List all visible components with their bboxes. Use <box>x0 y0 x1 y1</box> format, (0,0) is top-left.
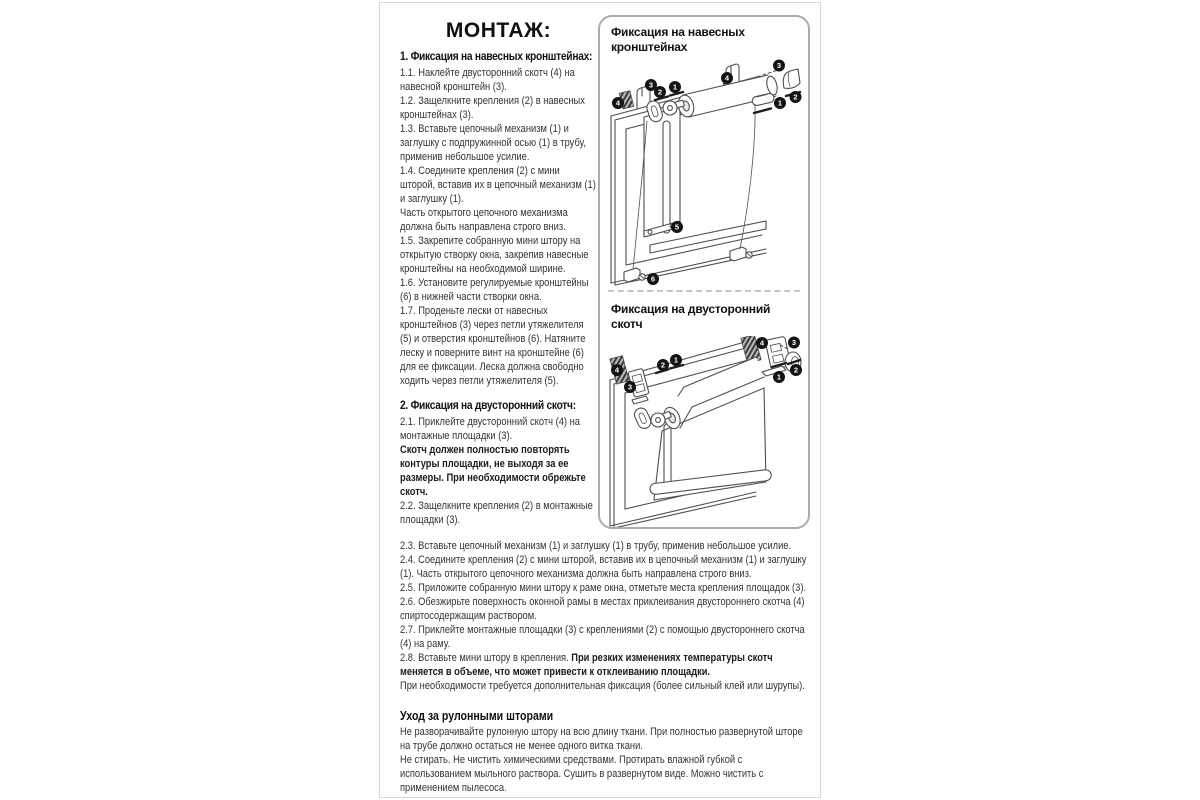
instructions-column <box>380 3 598 527</box>
svg-text:5: 5 <box>674 222 680 232</box>
diagram-panel <box>598 15 810 529</box>
svg-text:3: 3 <box>791 338 797 348</box>
step-1-5: 1.5. Закрепите собранную мини штору на открытую створку окна, закрепив навесные кронштейны на необходимой ширине. <box>400 235 589 275</box>
svg-text:1: 1 <box>777 98 783 108</box>
part-badge <box>773 371 785 383</box>
step-2-8-text: 2.8. Вставьте мини штору в крепления. <box>400 652 572 664</box>
weight-bar <box>644 221 766 253</box>
part-badge <box>670 354 682 366</box>
temperature-warning: При резких изменениях температуры скотч меняется в объеме, что может привести к отклеиванию площадки. <box>400 652 773 678</box>
step-1-3: 1.3. Вставьте цепочный механизм (1) и заглушку с подпружинной осью (1) в трубу, применив небольшое усилие. <box>400 123 586 163</box>
diagram-double-sided-tape <box>606 336 802 529</box>
svg-text:1: 1 <box>776 372 782 382</box>
part-badge <box>611 364 623 376</box>
svg-text:4: 4 <box>724 73 730 83</box>
part-badge <box>612 97 624 109</box>
part-badge <box>654 86 666 98</box>
step-1-7: 1.7. Проденьте лески от навесных кронштейнов (3) через петли утяжелителя (5) и отверстия кронштейнов (6). Натяните леску и поверните винт на кронштейне (6) для ее фиксации. Леска должна свободно ходить через петли утяжелителя (5). <box>400 305 586 387</box>
svg-text:2: 2 <box>793 92 798 102</box>
diagram2-title: Фиксация на двусторонний скотч <box>611 302 771 331</box>
part-badge <box>671 221 683 233</box>
part-badge <box>756 337 768 349</box>
adjustable-bracket <box>624 247 752 282</box>
step-1-6: 1.6. Установите регулируемые кронштейны (6) в нижней части створки окна. <box>400 277 589 303</box>
part-badge <box>624 381 636 393</box>
care-para-1: Не разворачивайте рулонную штору на всю длину ткани. При полностью развернутой шторе на трубе должно остаться не менее одного витка ткани. <box>400 726 803 752</box>
part-badge <box>790 91 802 103</box>
part-badge <box>790 364 802 376</box>
tape-warning-note: Скотч должен полностью повторять контуры площадки, не выходя за ее размеры. При необходимости обрежьте скотч. <box>400 444 586 498</box>
part-badge <box>657 359 669 371</box>
diagram-hanging-brackets <box>606 59 802 287</box>
care-section <box>380 693 820 795</box>
step-2-6: 2.6. Обезжирьте поверхность оконной рамы в местах приклеивания двустороннего скотча (4) спиртосодержащим раствором. <box>400 596 805 622</box>
top-row <box>380 3 820 533</box>
page-title: МОНТАЖ: <box>445 19 552 42</box>
svg-text:2: 2 <box>793 365 799 375</box>
step-2-3: 2.3. Вставьте цепочный механизм (1) и заглушку (1) в трубу, применив небольшое усилие. <box>400 540 792 552</box>
step-1-1: 1.1. Наклейте двусторонний скотч (4) на навесной кронштейн (3). <box>400 67 575 93</box>
step-1-2: 1.2. Защелкните крепления (2) в навесных кронштейнах (3). <box>400 95 585 121</box>
care-para-2: Не стирать. Не чистить химическими средствами. Протирать влажной губкой с использованием мыльного раствора. Сушить в развернутом виде. Можно чистить с применением пылесоса. <box>400 754 764 794</box>
svg-text:1: 1 <box>672 82 678 92</box>
chain-mechanism <box>632 406 652 430</box>
step-2-7: 2.7. Приклейте монтажные площадки (3) с креплениями (2) с помощью двустороннего скотча (4) на раму. <box>400 624 805 650</box>
fixation-note: При необходимости требуется дополнительная фиксация (более сильный клей или шурупы). <box>400 680 805 692</box>
part-badge <box>774 97 786 109</box>
panel-divider <box>608 290 800 292</box>
svg-text:3: 3 <box>627 382 633 392</box>
part-badge <box>669 81 681 93</box>
part-badge <box>721 72 733 84</box>
svg-text:1: 1 <box>673 355 679 365</box>
section1-heading: 1. Фиксация на навесных кронштейнах: <box>400 49 593 63</box>
wide-instructions <box>380 533 820 693</box>
diagram1-title: Фиксация на навесных кронштейнах <box>611 25 745 54</box>
svg-text:4: 4 <box>759 338 765 348</box>
step-2-5: 2.5. Приложите собранную мини штору к раме окна, отметьте места крепления площадок (3). <box>400 582 807 594</box>
svg-text:2: 2 <box>660 360 666 370</box>
care-heading: Уход за рулонными шторами <box>400 709 554 723</box>
step-2-1: 2.1. Приклейте двусторонний скотч (4) на монтажные площадки (3). <box>400 416 581 442</box>
instructions-text <box>400 49 597 527</box>
svg-text:2: 2 <box>657 87 663 97</box>
step-2-4: 2.4. Соедините крепления (2) с мини шторой, вставив их в цепочный механизм (1) и заглушку (1). Часть открытого цепочного механизма должна быть направлена строго вниз. <box>400 554 807 580</box>
part-badge <box>788 337 800 349</box>
svg-text:4: 4 <box>615 98 621 108</box>
fabric-panel <box>644 107 680 237</box>
section2-heading: 2. Фиксация на двусторонний скотч: <box>400 398 576 412</box>
part-badge <box>773 60 785 72</box>
svg-text:6: 6 <box>650 274 656 284</box>
instruction-page <box>379 2 821 798</box>
step-1-4: 1.4. Соедините крепления (2) с мини шторой, вставив их в цепочный механизм (1) и заглушку (1). <box>400 165 596 205</box>
step-2-8 <box>400 651 808 679</box>
svg-text:4: 4 <box>614 365 620 375</box>
step-1-4-note: Часть открытого цепочного механизма должна быть направлена строго вниз. <box>400 207 568 233</box>
svg-text:3: 3 <box>648 80 654 90</box>
step-2-2: 2.2. Защелкните крепления (2) в монтажные площадки (3). <box>400 500 593 526</box>
part-badge <box>647 273 659 285</box>
svg-text:3: 3 <box>776 61 782 71</box>
